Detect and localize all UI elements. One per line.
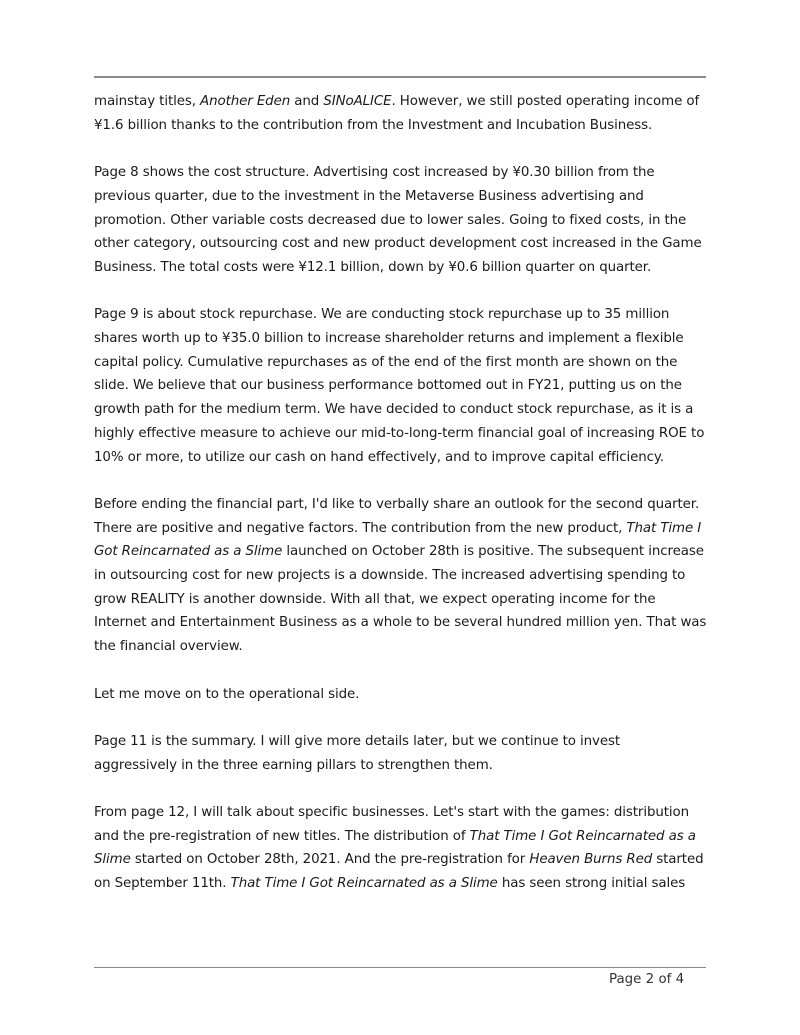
text-line	[94, 754, 714, 778]
text-line	[94, 493, 714, 517]
text-run: on September 11th.	[94, 876, 231, 892]
text-run: started on October 28th, 2021. And the pre-registration for	[130, 852, 530, 868]
text-line	[94, 801, 714, 825]
text-run: capital policy. Cumulative repurchases as of the end of the first month are shown on the	[94, 354, 678, 370]
text-run: aggressively in the three earning pillars to strengthen them.	[94, 757, 493, 773]
text-run: Page 11 is the summary. I will give more details later, but we continue to invest	[94, 733, 621, 749]
text-line	[94, 256, 714, 280]
text-line	[94, 232, 714, 256]
text-run: previous quarter, due to the investment in the Metaverse Business advertising and	[94, 188, 644, 204]
text-line	[94, 517, 714, 541]
italic-title: SINoALICE	[323, 94, 392, 109]
text-run: Page 9 is about stock repurchase. We are conducting stock repurchase up to 35 million	[94, 307, 670, 323]
text-run: grow REALITY is another downside. With all that, we expect operating income for the	[94, 591, 656, 607]
italic-title: Got Reincarnated as a Slime	[94, 544, 283, 560]
text-line	[94, 209, 714, 233]
text-run: and the pre-registration of new titles. The distribution of	[94, 828, 470, 844]
text-run: Internet and Entertainment Business as a whole to be several hundred million yen. That was	[94, 615, 707, 631]
text-line	[94, 825, 714, 849]
text-run: Page 8 shows the cost structure. Advertising cost increased by ¥0.30 billion from the	[94, 165, 655, 181]
text-line	[94, 185, 714, 209]
paragraph	[94, 303, 714, 469]
text-run: promotion. Other variable costs decreased due to lower sales. Going to fixed costs, in the	[94, 212, 687, 228]
text-line	[94, 446, 714, 470]
text-line	[94, 161, 714, 185]
text-run: Business. The total costs were ¥12.1 billion, down by ¥0.6 billion quarter on quarter.	[94, 259, 652, 275]
page-number: Page 2 of 4	[609, 972, 685, 987]
text-run: mainstay titles,	[94, 94, 201, 109]
italic-title: Slime	[94, 852, 131, 868]
paragraph	[94, 90, 714, 137]
text-line	[94, 351, 714, 375]
text-run: There are positive and negative factors. The contribution from the new product,	[94, 520, 627, 536]
document-body	[94, 90, 714, 920]
paragraph	[94, 683, 714, 707]
text-line	[94, 611, 714, 635]
text-line	[94, 422, 714, 446]
text-line	[94, 635, 714, 659]
text-line	[94, 730, 714, 754]
text-run: 10% or more, to utilize our cash on hand effectively, and to improve capital efficiency.	[94, 449, 664, 465]
paragraph	[94, 161, 714, 280]
text-line	[94, 327, 714, 351]
text-line	[94, 588, 714, 612]
text-line	[94, 114, 714, 138]
text-run: other category, outsourcing cost and new product development cost increased in the Game	[94, 236, 702, 252]
paragraph	[94, 801, 714, 896]
text-line	[94, 398, 714, 422]
text-run: and	[290, 94, 324, 109]
text-line	[94, 564, 714, 588]
text-line	[94, 540, 714, 564]
text-run: in outsourcing cost for new projects is a downside. The increased advertising spending to	[94, 568, 686, 584]
italic-title: That Time I Got Reincarnated as a	[469, 828, 696, 844]
italic-title: Heaven Burns Red	[529, 852, 653, 868]
text-line	[94, 872, 714, 896]
paragraph	[94, 730, 714, 777]
text-run: growth path for the medium term. We have decided to conduct stock repurchase, as it is a	[94, 402, 694, 418]
italic-title: That Time I	[626, 520, 702, 536]
text-run: started	[652, 852, 704, 868]
text-run: the financial overview.	[94, 639, 243, 655]
text-line	[94, 303, 714, 327]
text-run: ¥1.6 billion thanks to the contribution from the Investment and Incubation Business.	[94, 117, 653, 133]
text-line	[94, 90, 714, 114]
text-line	[94, 374, 714, 398]
italic-title: Another Eden	[200, 94, 291, 109]
text-run: Before ending the financial part, I'd like to verbally share an outlook for the second quarter.	[94, 496, 700, 512]
text-line	[94, 848, 714, 872]
text-run: has seen strong initial sales	[497, 876, 686, 892]
paragraph	[94, 493, 714, 659]
header-divider	[94, 76, 706, 78]
text-run: launched on October 28th is positive. The subsequent increase	[282, 544, 704, 560]
text-run: highly effective measure to achieve our mid-to-long-term financial goal of increasing ROE to	[94, 425, 705, 441]
text-run: slide. We believe that our business performance bottomed out in FY21, putting us on the	[94, 378, 682, 394]
text-run: Let me move on to the operational side.	[94, 686, 360, 702]
italic-title: That Time I Got Reincarnated as a Slime	[230, 876, 498, 892]
footer-divider	[94, 967, 706, 968]
text-line	[94, 683, 714, 707]
text-run: . However, we still posted operating income of	[391, 94, 700, 109]
text-run: From page 12, I will talk about specific businesses. Let's start with the games: distribution	[94, 805, 689, 820]
text-run: shares worth up to ¥35.0 billion to increase shareholder returns and implement a flexible	[94, 331, 684, 346]
